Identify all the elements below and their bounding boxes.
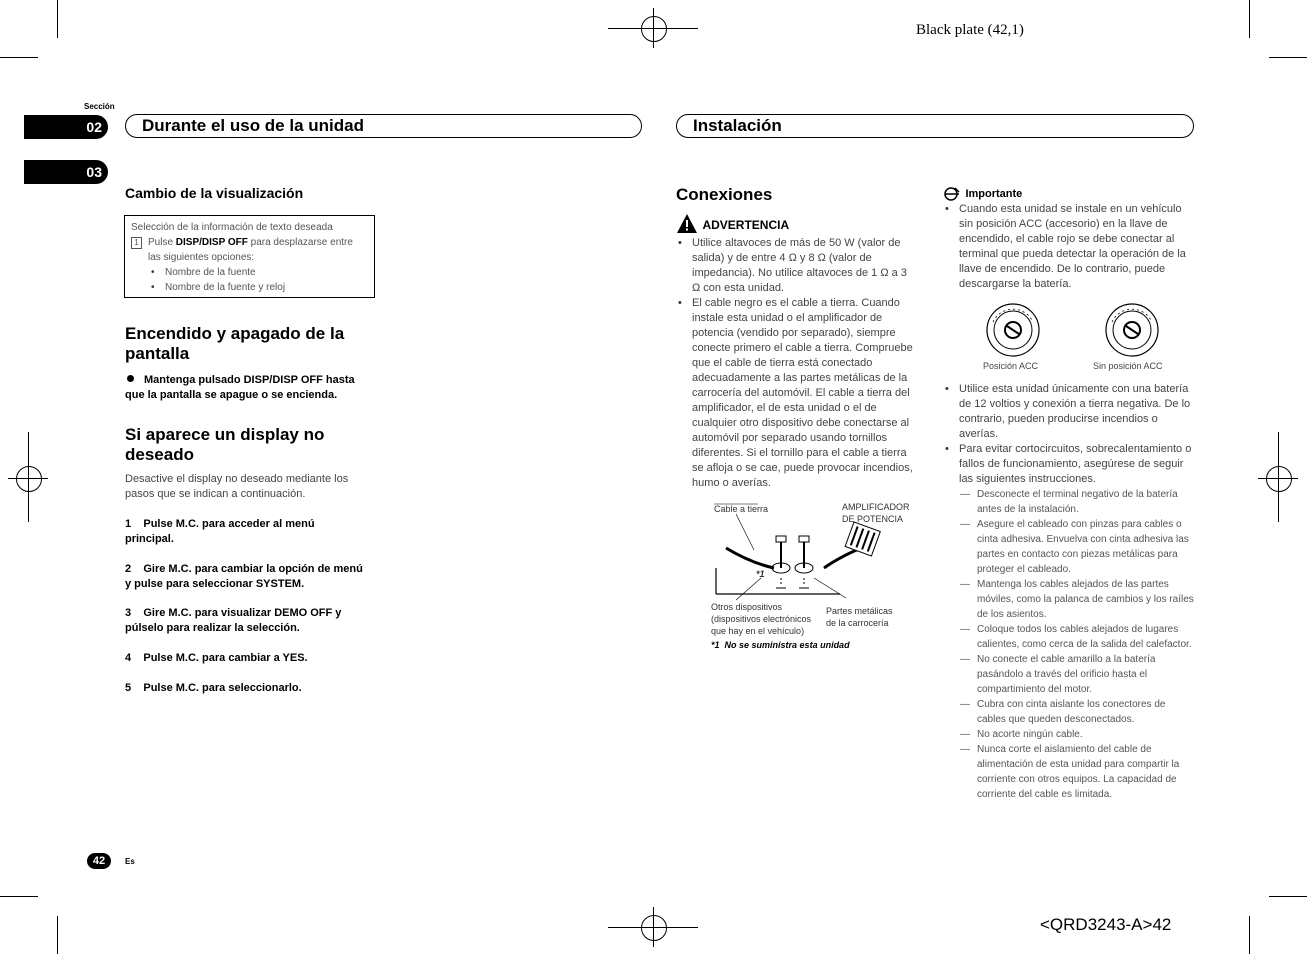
list-item: — Asegure el cableado con pinzas para cables o cinta adhesiva. Envuelva con cinta adhesiva las partes en contacto con piezas metálicas para proteger el cableado. xyxy=(960,517,1195,577)
box-list xyxy=(131,265,368,295)
conexiones-heading: Conexiones xyxy=(676,185,773,204)
list-item: — No acorte ningún cable. xyxy=(960,727,1195,742)
crop-mark xyxy=(0,896,38,897)
list-item: • Utilice esta unidad únicamente con una batería de 12 voltios y conexión a tierra negativa. De lo contrario, pueden producirse incendios o averías. xyxy=(943,382,1193,442)
ground-wire-diagram xyxy=(706,498,928,638)
list-item: — Coloque todos los cables alejados de lugares calientes, como cerca de la salida del calefactor. xyxy=(960,622,1195,652)
step-text-pre: Pulse xyxy=(148,237,176,248)
list-item: • Nombre de la fuente y reloj xyxy=(149,280,368,295)
encendido-text: Mantenga pulsado DISP/DISP OFF hasta que la pantalla se apague o se encienda. xyxy=(125,374,355,401)
label-star: *1 xyxy=(756,569,765,579)
display-heading: Si aparece un display no deseado xyxy=(125,425,325,464)
language-code: Es xyxy=(125,857,135,866)
display-intro: Desactive el display no deseado mediante los pasos que se indican a continuación. xyxy=(125,473,349,500)
box-step xyxy=(131,235,368,265)
crop-mark xyxy=(0,57,38,58)
label-partes-1: Partes metálicas xyxy=(826,606,893,616)
label-amp-1: AMPLIFICADOR xyxy=(842,502,910,512)
warning-list xyxy=(676,236,914,491)
list-item: — Mantenga los cables alejados de las partes móviles, como la palanca de cambios y los raíles de los asientos. xyxy=(960,577,1195,622)
ignition-no-acc-icon xyxy=(1104,302,1160,358)
warning-label: ADVERTENCIA xyxy=(702,218,790,232)
step-number: 1 xyxy=(131,237,142,249)
crop-mark xyxy=(1269,896,1307,897)
importante-list-1 xyxy=(943,202,1193,292)
step-3: 3 Gire M.C. para visualizar DEMO OFF y púlselo para realizar la selección. xyxy=(125,607,342,634)
display-info-box xyxy=(124,215,375,298)
document-code: <QRD3243-A>42 xyxy=(1040,915,1172,934)
section-tab-03: 03 xyxy=(24,160,108,184)
warning-heading xyxy=(676,213,789,235)
note-icon xyxy=(943,185,961,201)
section-tab-02: 02 xyxy=(24,115,108,139)
list-item: • Para evitar cortocircuitos, sobrecalentamiento o fallos de funcionamiento, asegúrese de seguir las siguientes instrucciones. xyxy=(943,442,1193,487)
crop-mark xyxy=(57,0,58,38)
label-amp-2: DE POTENCIA xyxy=(842,514,904,524)
crop-mark xyxy=(1269,57,1307,58)
page-number: 42 xyxy=(87,853,111,869)
ignition-acc-icon xyxy=(985,302,1041,358)
precautions-list xyxy=(960,487,1195,802)
crop-mark xyxy=(57,916,58,954)
label-partes-2: de la carrocería xyxy=(826,618,889,628)
crop-mark xyxy=(1249,916,1250,954)
list-item: • Cuando esta unidad se instale en un vehículo sin posición ACC (accesorio) en la llave de encendido, el cable rojo se debe conectar al terminal que pueda detectar la operación de la llave de encendido. De lo contrario, puede descargarse la batería. xyxy=(943,202,1193,292)
step-text-bold: DISP/DISP OFF xyxy=(175,237,248,248)
step-2: 2 Gire M.C. para cambiar la opción de menú y pulse para seleccionar SYSTEM. xyxy=(125,563,363,590)
list-item: • Nombre de la fuente xyxy=(149,265,368,280)
box-title: Selección de la información de texto deseada xyxy=(131,222,333,233)
figure-footnote: *1 No se suministra esta unidad xyxy=(711,640,850,650)
section-header-right: Instalación xyxy=(676,114,1194,138)
step-1: 1 Pulse M.C. para acceder al menú principal. xyxy=(125,518,315,545)
crop-mark xyxy=(1249,0,1250,38)
plate-label: Black plate (42,1) xyxy=(916,22,1024,38)
label-sin-posicion-acc: Sin posición ACC xyxy=(1093,361,1163,371)
label-otros-1: Otros dispositivos xyxy=(711,602,783,612)
list-item: — Nunca corte el aislamiento del cable de alimentación de esta unidad para compartir la corriente con otros equipos. La capacidad de corriente del cable es limitada. xyxy=(960,742,1195,802)
label-otros-2: (dispositivos electrónicos xyxy=(711,614,812,624)
step-4: 4 Pulse M.C. para cambiar a YES. xyxy=(125,652,308,664)
section-label: Sección xyxy=(84,102,115,111)
list-item: • Utilice altavoces de más de 50 W (valor de salida) y de entre 4 Ω y 8 Ω (valor de impedancia). No utilice altavoces de 1 Ω a 3 Ω con esta unidad. xyxy=(676,236,914,296)
section-header-left: Durante el uso de la unidad xyxy=(125,114,642,138)
list-item: — Desconecte el terminal negativo de la batería antes de la instalación. xyxy=(960,487,1195,517)
list-item: • El cable negro es el cable a tierra. Cuando instale esta unidad o el amplificador de potencia (vendido por separado), siempre conecte primero el cable a tierra. Compruebe que el cable de tierra está conectado adecuadamente a las partes metálicas de la carrocería del automóvil. El cable a tierra del amplificador, el de esta unidad o el de cualquier otro dispositivo debe conectarse al automóvil por separado usando tornillos diferentes. Si el tornillo para el cable a tierra se afloja o se cae, puede provocar incendios, humo o averías. xyxy=(676,296,914,491)
list-item: — No conecte el cable amarillo a la batería pasándolo a través del orificio hasta el compartimiento del motor. xyxy=(960,652,1195,697)
label-posicion-acc: Posición ACC xyxy=(983,361,1039,371)
label-cable-tierra: Cable a tierra xyxy=(714,504,769,514)
importante-heading xyxy=(943,184,1022,202)
step-text-post: para desplazarse entre las siguientes opciones: xyxy=(148,237,353,263)
bullet-dot-icon xyxy=(127,375,134,382)
cambio-heading: Cambio de la visualización xyxy=(125,185,304,201)
list-item: — Cubra con cinta aislante los conectores de cables que queden desconectados. xyxy=(960,697,1195,727)
importante-label: Importante xyxy=(965,188,1023,200)
warning-icon xyxy=(676,213,698,234)
label-otros-3: que hay en el vehículo) xyxy=(711,626,805,636)
encendido-heading: Encendido y apagado de la pantalla xyxy=(125,324,345,363)
step-5: 5 Pulse M.C. para seleccionarlo. xyxy=(125,682,302,694)
importante-list-2 xyxy=(943,382,1193,487)
